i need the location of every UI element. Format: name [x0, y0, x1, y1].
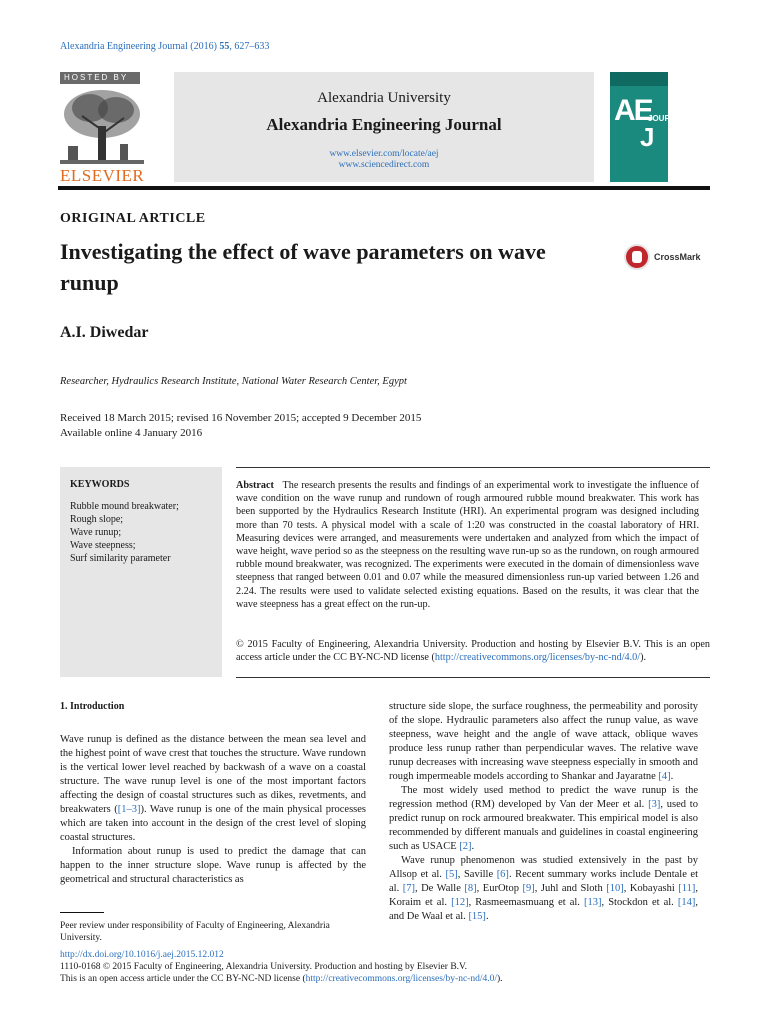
doi-link[interactable]: http://dx.doi.org/10.1016/j.aej.2015.12.012 [60, 950, 224, 960]
abstract-rule-bottom [236, 677, 710, 678]
abstract-copyright [236, 638, 710, 664]
abstract-block [236, 479, 699, 611]
article-type: ORIGINAL ARTICLE [60, 211, 206, 226]
peer-review-footnote: Peer review under responsibility of Faculty of Engineering, Alexandria University. [60, 921, 330, 943]
reference-link[interactable]: [5] [445, 869, 458, 880]
crossmark-label: CrossMark [654, 252, 701, 262]
reference-link[interactable]: [9] [522, 883, 535, 894]
keywords-heading: KEYWORDS [70, 479, 130, 490]
journal-cover-thumbnail [610, 72, 687, 182]
journal-urls [174, 149, 594, 171]
elsevier-wordmark: ELSEVIER [60, 166, 145, 185]
reference-link[interactable]: [3] [648, 799, 661, 810]
sciencedirect-url-link[interactable]: www.sciencedirect.com [338, 160, 430, 170]
paragraph: Wave runup phenomenon was studied extensively in the past by Allsop et al. [5], Saville [6]. Recent summary works include Dentale et al. [7], De Walle [8], EurOtop [9], Juhl and Sloth [10], Kobayashi [11], Koraim et al. [12], Rasmeemasmuang et al. [13], Stockdon et al. [14], and De Waal et al. [15]. [389, 855, 699, 922]
keywords-box [60, 467, 222, 677]
section-heading: 1. Introduction [60, 701, 125, 712]
footer-license-link[interactable]: http://creativecommons.org/licenses/by-nc-nd/4.0/ [305, 974, 497, 984]
publication-info [60, 949, 710, 985]
body-left-column [60, 700, 366, 887]
reference-link[interactable]: [8] [464, 883, 477, 894]
reference-link[interactable]: [2] [459, 841, 472, 852]
reference-link[interactable]: [14] [677, 897, 696, 908]
author-name: A.I. Diwedar [60, 324, 149, 341]
crossmark-badge[interactable] [624, 244, 704, 272]
elsevier-tree-logo [60, 86, 144, 166]
body-right-column [389, 700, 698, 924]
reference-link[interactable]: [4] [658, 771, 671, 782]
license-line: This is an open access article under the CC BY-NC-ND license (http://creativecommons.org/licenses/by-nc-nd/4.0/). [60, 974, 503, 984]
issn-line: 1110-0168 © 2015 Faculty of Engineering, Alexandria University. Production and hosting by Elsevier B.V. [60, 962, 468, 972]
reference-link[interactable]: [10] [606, 883, 624, 894]
paragraph: The most widely used method to predict the wave runup is the regression method (RM) developed by Van der Meer et al. [3], used to predict runup on rock armoured breakwater. This empirical model is also recommended by different manuals and guidelines in coastal engineering such as USACE [2]. [389, 785, 698, 852]
hosted-by-label: HOSTED BY [60, 72, 140, 84]
crossmark-icon [624, 244, 650, 270]
citation-volume: 55 [219, 41, 230, 52]
cover-letter-j: J [640, 122, 655, 152]
journal-masthead [58, 70, 710, 184]
abstract-label: Abstract [236, 480, 274, 491]
journal-name: Alexandria Engineering Journal [266, 115, 502, 134]
reference-link[interactable]: [1–3] [117, 804, 141, 815]
license-link[interactable]: http://creativecommons.org/licenses/by-nc-nd/4.0/ [434, 652, 641, 664]
keyword-item: Rough slope; [70, 514, 124, 525]
reference-link[interactable]: [12] [451, 897, 469, 908]
received-dates: Received 18 March 2015; revised 16 November 2015; accepted 9 December 2015 [60, 412, 422, 424]
keyword-item: Rubble mound breakwater; [70, 501, 179, 512]
cover-top-band [610, 72, 668, 86]
footnote-rule [60, 912, 104, 913]
abstract-text: The research presents the results and findings of an experimental work to investigate the influence of wave condition on the wave runup and rundown of rough armoured rubble mound breakwater. This work has been supported by the Hydraulics Research Institute (HRI). An experimental program was designed including more than 70 tests. A physical model with a scale of 1:20 was constructed in the coastal laboratory of HRI. Measuring devices were arranged, and measurements were undertaken and analyzed from which the impact of wave height, wave period so as the steepness on the resulting wave run-up so as the rundown, on rough armoured rubble mound breakwater, was recognized. The experiments were executed in the domain of dimensionless wave steepness that ranged between 0.01 and 0.07 while the measured dimensionless run-up varied between 1.26 and 2.24. The results were used to validate selected existing equations. Based on the results, it was clear that the wave steepness has a great effect on the run-up. [236, 480, 700, 610]
reference-link[interactable]: [13] [584, 897, 602, 908]
author-affiliation: Researcher, Hydraulics Research Institute, National Water Research Center, Egypt [60, 376, 407, 387]
reference-link[interactable]: [6] [496, 869, 509, 880]
keyword-item: Surf similarity parameter [70, 553, 171, 564]
paragraph: Information about runup is used to predict the damage that can happen to the inner structure slope. Wave runup is affected by the geometrical and structural characteristics as [60, 846, 366, 885]
elsevier-url-link[interactable]: www.elsevier.com/locate/aej [329, 149, 439, 159]
university-name: Alexandria University [317, 90, 451, 106]
journal-citation[interactable] [60, 41, 269, 52]
masthead-rule [58, 186, 710, 190]
cover-word-journal: JOURNAL [648, 114, 687, 123]
paragraph: structure side slope, the surface roughness, the permeability and porosity of the slope. Hydraulic parameters also affect the runup value, as wave steepness, wave height and the angle of wave attack, oblique waves produce less runup rather than perpendicular waves. The relative wave runup decreases with increasing wave steepness especially in smooth and rough impermeable models according to Shankar and Jayaratne [4]. [389, 701, 698, 782]
abstract-copyright-end: ). [640, 652, 647, 664]
reference-link[interactable]: [7] [402, 883, 415, 894]
abstract-rule-top [236, 467, 710, 468]
reference-link[interactable]: [11] [678, 883, 696, 894]
paragraph: Wave runup is defined as the distance between the mean sea level and the highest point of wave crest that touches the structure. Wave rundown is the vertical lower level reached by backwash of a wave on a coastal structure. The wave runup level is one of the most important factors affecting the design of coastal structures such as dikes, revetments, and breakwaters ([1–3]). Wave runup is one of the main physical processes which are taken into account in the design of the crest level of sloping coastal structures. [60, 734, 366, 843]
reference-link[interactable]: [15] [468, 911, 486, 922]
abstract-copyright-text: © 2015 Faculty of Engineering, Alexandria University. Production and hosting by Elsevier B.V. This is an open access article under the CC BY-NC-ND license ( [236, 639, 710, 664]
keyword-item: Wave steepness; [70, 540, 136, 551]
article-dates [60, 411, 421, 441]
cover-letters-ae: AE [614, 94, 652, 127]
keyword-item: Wave runup; [70, 527, 122, 538]
citation-journal: Alexandria Engineering Journal (2016) [60, 41, 217, 52]
online-date: Available online 4 January 2016 [60, 427, 203, 439]
masthead-center-panel [174, 72, 594, 182]
article-title: Investigating the effect of wave parameters on wave runup [60, 239, 546, 295]
citation-pages: , 627–633 [229, 41, 270, 52]
